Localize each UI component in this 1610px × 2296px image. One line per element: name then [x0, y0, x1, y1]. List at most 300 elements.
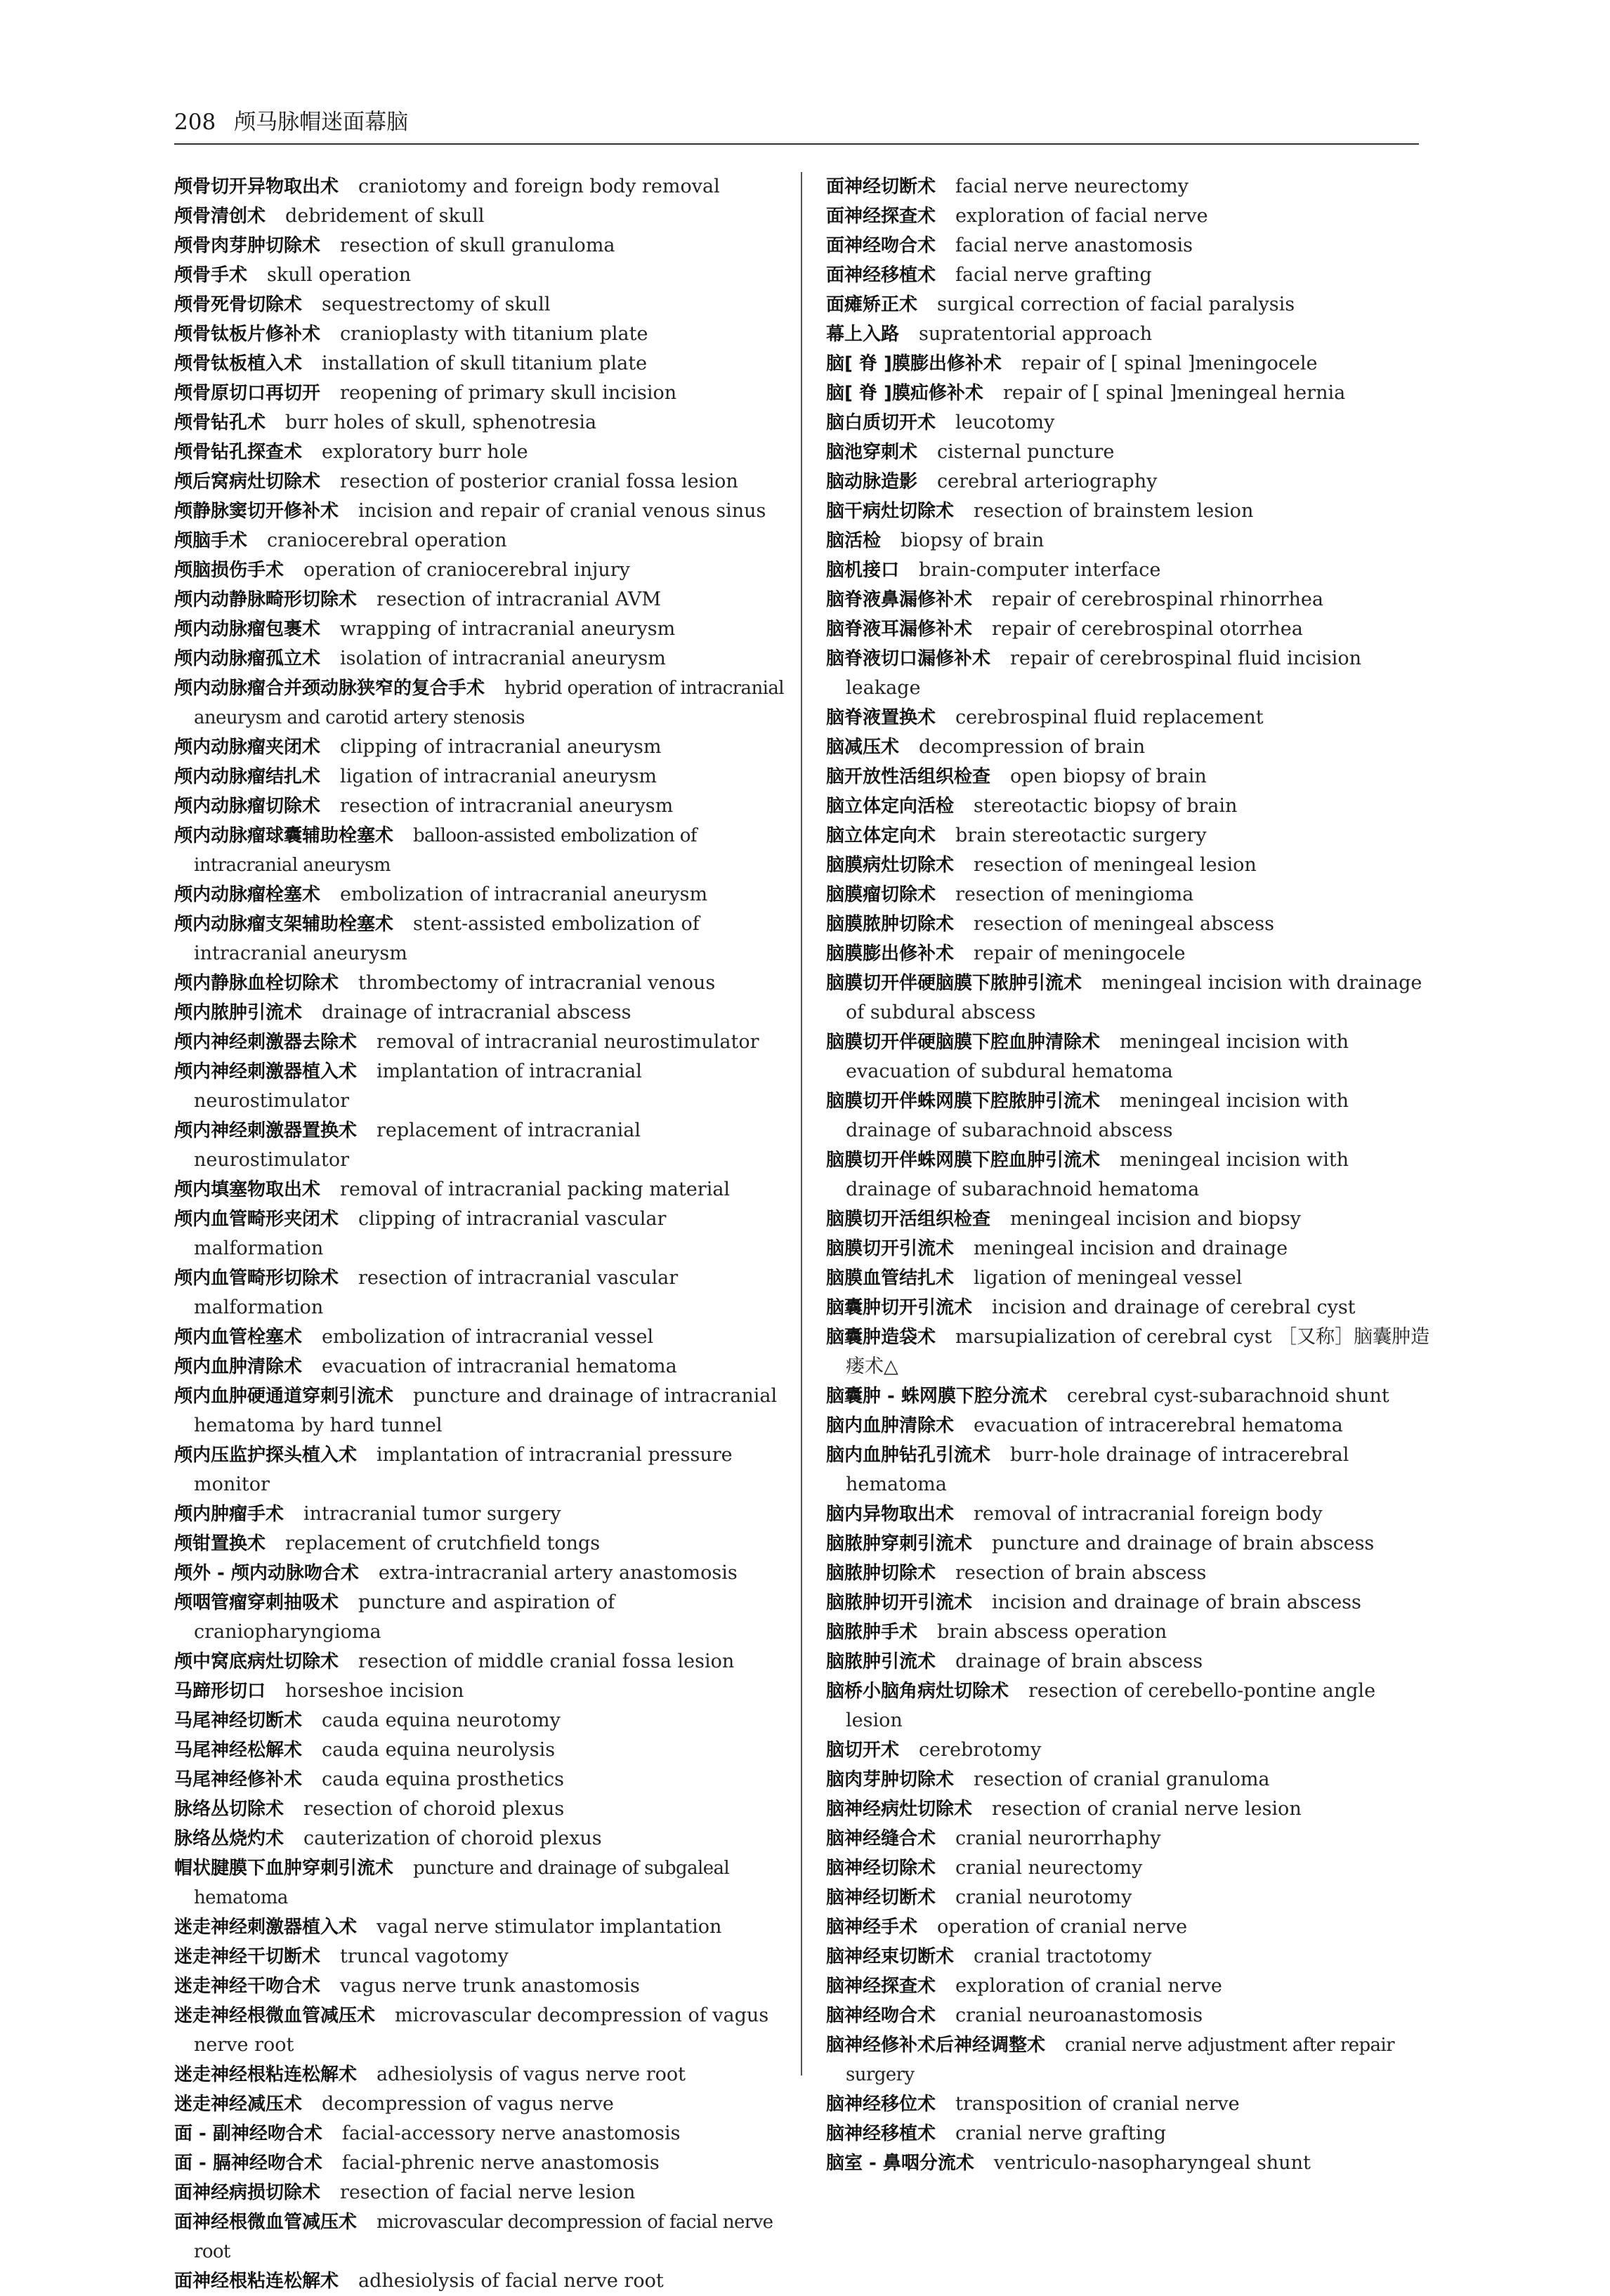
- term-english: repair of cerebrospinal rhinorrhea: [992, 589, 1324, 610]
- term-chinese: 脉络丛烧灼术: [174, 1828, 284, 1849]
- term-chinese: 脑神经探查术: [826, 1976, 936, 1997]
- glossary-entry: [174, 1854, 785, 1913]
- term-english: cauda equina prosthetics: [322, 1769, 564, 1790]
- term-english: cauterization of choroid plexus: [303, 1828, 602, 1849]
- glossary-entry: [826, 320, 1437, 349]
- term-chinese: 迷走神经根粘连松解术: [174, 2064, 358, 2085]
- glossary-entry: [174, 1500, 785, 1529]
- term-english: stereotactic biopsy of brain: [974, 795, 1238, 817]
- term-english: resection of intracranial aneurysm: [340, 795, 674, 817]
- term-english: sequestrectomy of skull: [322, 294, 551, 315]
- term-chinese: 颅内动脉瘤支架辅助栓塞术: [174, 914, 394, 935]
- term-english: extra-intracranial artery anastomosis: [378, 1562, 738, 1584]
- glossary-entry: [826, 231, 1437, 261]
- term-chinese: 颅后窝病灶切除术: [174, 471, 321, 492]
- term-chinese: 颅骨钛板片修补术: [174, 324, 321, 345]
- glossary-entry: [174, 2119, 785, 2149]
- glossary-entry: [174, 615, 785, 644]
- term-english: resection of skull granuloma: [340, 235, 615, 256]
- term-chinese: 马尾神经松解术: [174, 1740, 303, 1761]
- term-chinese: 颅骨手术: [174, 265, 248, 286]
- term-english: exploratory burr hole: [322, 441, 528, 463]
- term-english: resection of meningeal abscess: [974, 913, 1275, 935]
- term-chinese: 颅内血管畸形夹闭术: [174, 1209, 339, 1230]
- glossary-entry: [174, 585, 785, 615]
- term-english: resection of brainstem lesion: [974, 500, 1254, 522]
- term-chinese: 脑减压术: [826, 737, 900, 758]
- term-chinese: 马尾神经修补术: [174, 1769, 303, 1790]
- term-chinese: 颅骨钻孔术: [174, 412, 266, 433]
- glossary-entry: [826, 1205, 1437, 1234]
- term-chinese: 脑神经缝合术: [826, 1828, 936, 1849]
- term-english: cranial neurectomy: [955, 1857, 1143, 1879]
- glossary-entry: [826, 1323, 1437, 1382]
- glossary-entry: [174, 1382, 785, 1441]
- term-english: resection of choroid plexus: [303, 1798, 565, 1820]
- glossary-entry: [174, 1736, 785, 1765]
- term-chinese: 马尾神经切断术: [174, 1710, 303, 1731]
- term-chinese: 颅静脉窦切开修补术: [174, 501, 339, 522]
- term-chinese: 脑内血肿清除术: [826, 1415, 955, 1436]
- glossary-entry: [826, 379, 1437, 408]
- term-english: brain stereotactic surgery: [955, 825, 1207, 846]
- glossary-entry: [826, 1883, 1437, 1913]
- term-chinese: 脑活检: [826, 530, 882, 551]
- term-english: cauda equina neurotomy: [322, 1710, 561, 1731]
- glossary-entry: [826, 1972, 1437, 2001]
- term-english: cerebrotomy: [919, 1739, 1042, 1761]
- term-chinese: 面神经吻合术: [826, 235, 936, 256]
- term-english: removal of intracranial foreign body: [974, 1503, 1323, 1525]
- term-english: resection of cranial granuloma: [974, 1769, 1270, 1790]
- term-chinese: 脑膜病灶切除术: [826, 855, 955, 876]
- glossary-entry: [826, 467, 1437, 497]
- term-english: puncture and drainage of brain abscess: [992, 1533, 1375, 1554]
- glossary-entry: [826, 408, 1437, 438]
- glossary-entry: [826, 2031, 1437, 2090]
- glossary-entry: [174, 1706, 785, 1736]
- term-english: replacement of intracranial neurostimulator: [194, 1120, 641, 1171]
- term-english: repair of cerebrospinal fluid incision leakage: [846, 648, 1361, 699]
- glossary-entry: [174, 467, 785, 497]
- glossary-entry: [826, 497, 1437, 526]
- term-english: vagal nerve stimulator implantation: [377, 1916, 722, 1938]
- term-chinese: 脑干病灶切除术: [826, 501, 955, 522]
- term-chinese: 脑神经切除术: [826, 1858, 936, 1879]
- term-english: puncture and aspiration of craniopharyngioma: [194, 1592, 615, 1643]
- glossary-entry: [174, 821, 785, 880]
- glossary-entry: [174, 792, 785, 821]
- glossary-entry: [826, 939, 1437, 969]
- glossary-entry: [826, 1765, 1437, 1795]
- term-english: facial nerve anastomosis: [955, 235, 1193, 256]
- glossary-entry: [174, 408, 785, 438]
- term-chinese: 面神经移植术: [826, 265, 936, 286]
- glossary-entry: [826, 1234, 1437, 1264]
- glossary-entry: [826, 1854, 1437, 1883]
- term-chinese: 颅中窝底病灶切除术: [174, 1651, 339, 1672]
- term-chinese: 脑膜切开伴蛛网膜下腔脓肿引流术: [826, 1091, 1101, 1112]
- term-chinese: 脑肉芽肿切除术: [826, 1769, 955, 1790]
- term-english: burr holes of skull, sphenotresia: [285, 412, 597, 433]
- term-chinese: 颅内血管栓塞术: [174, 1327, 303, 1348]
- term-english: decompression of vagus nerve: [322, 2093, 614, 2115]
- glossary-entry: [174, 320, 785, 349]
- term-chinese: 脑神经切断术: [826, 1887, 936, 1908]
- term-chinese: 脑脊液鼻漏修补术: [826, 589, 973, 610]
- term-chinese: 脑室 - 鼻咽分流术: [826, 2153, 974, 2174]
- term-english: cranial neuroanastomosis: [955, 2005, 1203, 2026]
- term-english: ventriculo-nasopharyngeal shunt: [993, 2152, 1311, 2174]
- term-chinese: 颅内动静脉畸形切除术: [174, 589, 358, 610]
- term-english: meningeal incision with drainage of subarachnoid hematoma: [846, 1149, 1349, 1200]
- term-chinese: 面瘫矫正术: [826, 294, 918, 315]
- term-english: incision and drainage of cerebral cyst: [992, 1297, 1356, 1318]
- term-english: exploration of facial nerve: [955, 205, 1208, 227]
- term-chinese: 幕上入路: [826, 324, 900, 345]
- term-english: resection of brain abscess: [955, 1562, 1207, 1584]
- term-chinese: 脑膜切开伴硬脑膜下腔血肿清除术: [826, 1032, 1101, 1053]
- term-chinese: 脑切开术: [826, 1740, 900, 1761]
- glossary-entry: [174, 644, 785, 674]
- term-chinese: 面神经病损切除术: [174, 2182, 321, 2203]
- right-column: [826, 172, 1437, 2178]
- term-english: cranial neurorrhaphy: [955, 1828, 1161, 1849]
- term-english: truncal vagotomy: [340, 1946, 509, 1967]
- term-english: craniotomy and foreign body removal: [358, 176, 720, 197]
- term-english: microvascular decompression of facial nerve root: [194, 2212, 773, 2262]
- term-english: replacement of crutchfield tongs: [285, 1533, 601, 1554]
- term-chinese: 脑神经移位术: [826, 2094, 936, 2115]
- glossary-entry: [174, 1175, 785, 1205]
- term-chinese: 脑脓肿引流术: [826, 1651, 936, 1672]
- glossary-entry: [174, 202, 785, 231]
- term-chinese: 颅骨切开异物取出术: [174, 176, 339, 197]
- term-english: brain abscess operation: [937, 1621, 1167, 1643]
- glossary-entry: [826, 1411, 1437, 1441]
- column-divider: [801, 172, 802, 2075]
- glossary-entry: [826, 1529, 1437, 1559]
- term-english: cerebrospinal fluid replacement: [955, 707, 1264, 728]
- glossary-entry: [826, 1677, 1437, 1736]
- term-english: skull operation: [267, 264, 412, 286]
- term-english: burr-hole drainage of intracerebral hematoma: [846, 1444, 1349, 1495]
- term-english: resection of posterior cranial fossa lesion: [340, 471, 738, 492]
- term-english: hybrid operation of intracranial aneurysm and carotid artery stenosis: [194, 678, 784, 728]
- term-english: removal of intracranial neurostimulator: [377, 1031, 759, 1053]
- term-chinese: 颅咽管瘤穿刺抽吸术: [174, 1592, 339, 1613]
- glossary-entry: [826, 1264, 1437, 1293]
- glossary-entry: [174, 2149, 785, 2178]
- term-english: cerebral cyst-subarachnoid shunt: [1066, 1385, 1389, 1407]
- glossary-entry: [826, 880, 1437, 910]
- term-english: repair of [ spinal ]meningocele: [1021, 353, 1318, 374]
- term-english: cauda equina neurolysis: [322, 1739, 556, 1761]
- term-english: facial-accessory nerve anastomosis: [341, 2123, 681, 2144]
- term-english: meningeal incision with evacuation of subdural hematoma: [846, 1031, 1349, 1082]
- term-english: cranial tractotomy: [974, 1946, 1152, 1967]
- term-chinese: 颅内动脉瘤孤立术: [174, 648, 321, 669]
- glossary-entry: [826, 615, 1437, 644]
- term-chinese: 脑神经病灶切除术: [826, 1799, 973, 1820]
- term-chinese: 迷走神经干切断术: [174, 1946, 321, 1967]
- glossary-entry: [174, 1647, 785, 1677]
- term-chinese: 脑脓肿穿刺引流术: [826, 1533, 973, 1554]
- glossary-entry: [174, 2060, 785, 2090]
- glossary-entry: [174, 290, 785, 320]
- term-chinese: 颅内脓肿引流术: [174, 1002, 303, 1023]
- term-chinese: 面神经切断术: [826, 176, 936, 197]
- term-chinese: 颅内压监护探头植入术: [174, 1445, 358, 1466]
- term-chinese: 脑神经吻合术: [826, 2005, 936, 2026]
- term-chinese: 迷走神经刺激器植入术: [174, 1917, 358, 1938]
- term-english: drainage of brain abscess: [955, 1651, 1203, 1672]
- term-english: craniocerebral operation: [267, 530, 507, 551]
- glossary-entry: [826, 821, 1437, 851]
- term-english: meningeal incision with drainage of subdural abscess: [846, 972, 1422, 1023]
- glossary-entry: [174, 1972, 785, 2001]
- glossary-entry: [826, 1588, 1437, 1618]
- term-english: cerebral arteriography: [937, 471, 1158, 492]
- glossary-entry: [174, 261, 785, 290]
- term-chinese: 颅内静脉血栓切除术: [174, 973, 339, 994]
- term-english: exploration of cranial nerve: [955, 1975, 1222, 1997]
- glossary-entry: [174, 1529, 785, 1559]
- term-chinese: 脑膜血管结扎术: [826, 1268, 955, 1289]
- term-english: resection of cranial nerve lesion: [992, 1798, 1302, 1820]
- glossary-entry: [174, 497, 785, 526]
- term-english: resection of intracranial AVM: [377, 589, 662, 610]
- term-chinese: 颅钳置换术: [174, 1533, 266, 1554]
- glossary-entry: [174, 1352, 785, 1382]
- glossary-entry: [826, 1942, 1437, 1972]
- term-chinese: 颅骨钛板植入术: [174, 353, 303, 374]
- term-chinese: 脑开放性活组织检查: [826, 766, 991, 787]
- term-english: biopsy of brain: [901, 530, 1045, 551]
- term-english: cranial nerve adjustment after repair surgery: [846, 2035, 1394, 2085]
- glossary-entry: [174, 910, 785, 969]
- glossary-entry: [826, 290, 1437, 320]
- glossary-entry: [174, 1028, 785, 1057]
- term-chinese: 颅内神经刺激器去除术: [174, 1032, 358, 1053]
- term-english: evacuation of intracranial hematoma: [322, 1356, 677, 1377]
- term-english: debridement of skull: [285, 205, 485, 227]
- term-chinese: 脑内血肿钻孔引流术: [826, 1445, 991, 1466]
- term-english: adhesiolysis of vagus nerve root: [377, 2064, 686, 2085]
- term-english: repair of [ spinal ]meningeal hernia: [1002, 382, 1346, 404]
- term-chinese: 颅内动脉瘤合并颈动脉狭窄的复合手术: [174, 678, 485, 699]
- term-english: ligation of intracranial aneurysm: [340, 766, 657, 787]
- glossary-entry: [174, 556, 785, 585]
- glossary-entry: [826, 1824, 1437, 1854]
- glossary-entry: [826, 172, 1437, 202]
- term-chinese: 脑囊肿 - 蛛网膜下腔分流术: [826, 1386, 1047, 1407]
- term-english: cranial neurotomy: [955, 1887, 1132, 1908]
- term-chinese: 面神经根粘连松解术: [174, 2271, 339, 2292]
- term-english: installation of skull titanium plate: [322, 353, 648, 374]
- term-english: clipping of intracranial vascular malformation: [194, 1208, 667, 1259]
- term-chinese: 脑神经移植术: [826, 2123, 936, 2144]
- term-chinese: 颅骨死骨切除术: [174, 294, 303, 315]
- term-chinese: 脑囊肿切开引流术: [826, 1297, 973, 1318]
- glossary-entry: [174, 2267, 785, 2296]
- page-number: 208: [174, 110, 216, 135]
- term-chinese: 迷走神经根微血管减压术: [174, 2005, 376, 2026]
- term-chinese: 颅内填塞物取出术: [174, 1179, 321, 1200]
- glossary-entry: [174, 2208, 785, 2267]
- term-english: supratentorial approach: [919, 323, 1153, 345]
- glossary-entry: [174, 2001, 785, 2060]
- term-chinese: 颅骨清创术: [174, 206, 266, 227]
- glossary-entry: [826, 1293, 1437, 1323]
- term-chinese: 脑膜膨出修补术: [826, 943, 955, 964]
- term-english: adhesiolysis of facial nerve root: [358, 2270, 664, 2292]
- term-chinese: 脑脊液耳漏修补术: [826, 619, 973, 640]
- term-chinese: 颅内肿瘤手术: [174, 1504, 284, 1525]
- term-chinese: 脑膜瘤切除术: [826, 884, 936, 905]
- term-chinese: 脑动脉造影: [826, 471, 918, 492]
- page-header: [174, 105, 1419, 145]
- term-chinese: 脑神经手术: [826, 1917, 918, 1938]
- term-english: resection of meningioma: [955, 884, 1194, 905]
- term-chinese: 颅内动脉瘤栓塞术: [174, 884, 321, 905]
- term-english: operation of craniocerebral injury: [303, 559, 630, 581]
- term-chinese: 迷走神经减压术: [174, 2094, 303, 2115]
- term-chinese: 脑膜切开引流术: [826, 1238, 955, 1259]
- term-english: evacuation of intracerebral hematoma: [974, 1415, 1343, 1436]
- term-chinese: 脑立体定向活检: [826, 796, 955, 817]
- glossary-entry: [826, 1382, 1437, 1411]
- term-chinese: 脑膜切开活组织检查: [826, 1209, 991, 1230]
- term-chinese: 颅外 - 颅内动脉吻合术: [174, 1563, 359, 1584]
- term-chinese: 颅骨原切口再切开: [174, 383, 321, 404]
- term-chinese: 颅内神经刺激器置换术: [174, 1120, 358, 1141]
- glossary-entry: [174, 2090, 785, 2119]
- term-chinese: 颅骨肉芽肿切除术: [174, 235, 321, 256]
- glossary-entry: [174, 1323, 785, 1352]
- glossary-entry: [826, 1736, 1437, 1765]
- glossary-entry: [826, 526, 1437, 556]
- term-chinese: 颅脑手术: [174, 530, 248, 551]
- term-chinese: 颅内动脉瘤夹闭术: [174, 737, 321, 758]
- term-chinese: 脑池穿刺术: [826, 442, 918, 463]
- term-chinese: 颅骨钻孔探查术: [174, 442, 303, 463]
- glossary-entry: [826, 1500, 1437, 1529]
- glossary-entry: [826, 1559, 1437, 1588]
- glossary-entry: [826, 2090, 1437, 2119]
- term-chinese: 颅内神经刺激器植入术: [174, 1061, 358, 1082]
- glossary-entry: [826, 1087, 1437, 1146]
- term-english: wrapping of intracranial aneurysm: [340, 618, 676, 640]
- glossary-entry: [826, 556, 1437, 585]
- term-chinese: 脑囊肿造袋术: [826, 1327, 936, 1348]
- term-english: meningeal incision and drainage: [974, 1238, 1288, 1259]
- glossary-entry: [826, 1441, 1437, 1500]
- term-english: resection of facial nerve lesion: [340, 2182, 636, 2203]
- glossary-entry: [826, 202, 1437, 231]
- term-english: puncture and drainage of subgaleal hematoma: [194, 1858, 730, 1908]
- glossary-entry: [174, 2178, 785, 2208]
- term-chinese: 脑脊液切口漏修补术: [826, 648, 991, 669]
- term-english: isolation of intracranial aneurysm: [340, 648, 666, 669]
- glossary-entry: [174, 1795, 785, 1824]
- term-english: stent-assisted embolization of intracranial aneurysm: [194, 913, 700, 964]
- term-english: surgical correction of facial paralysis: [937, 294, 1295, 315]
- glossary-entry: [174, 349, 785, 379]
- term-chinese: 脑[ 脊 ]膜膨出修补术: [826, 353, 1002, 374]
- glossary-entry: [826, 2149, 1437, 2178]
- glossary-entry: [174, 1677, 785, 1706]
- term-english: horseshoe incision: [285, 1680, 464, 1702]
- glossary-entry: [826, 2119, 1437, 2149]
- glossary-entry: [826, 644, 1437, 703]
- glossary-entry: [174, 1057, 785, 1116]
- term-chinese: 脑膜切开伴蛛网膜下腔血肿引流术: [826, 1150, 1101, 1171]
- glossary-entry: [174, 172, 785, 202]
- term-english: decompression of brain: [919, 736, 1146, 758]
- glossary-entry: [826, 969, 1437, 1028]
- term-chinese: 面神经探查术: [826, 206, 936, 227]
- term-english: incision and drainage of brain abscess: [992, 1592, 1361, 1613]
- term-english: marsupialization of cerebral cyst ［又称］脑囊肿造瘘术△: [846, 1326, 1430, 1377]
- glossary-entry: [174, 1441, 785, 1500]
- term-english: embolization of intracranial aneurysm: [340, 884, 708, 905]
- term-chinese: 面 - 副神经吻合术: [174, 2123, 322, 2144]
- term-chinese: 颅内动脉瘤球囊辅助栓塞术: [174, 825, 394, 846]
- term-chinese: 脑内异物取出术: [826, 1504, 955, 1525]
- term-english: drainage of intracranial abscess: [322, 1002, 631, 1023]
- term-english: microvascular decompression of vagus nerve root: [194, 2005, 769, 2056]
- term-chinese: 脑膜脓肿切除术: [826, 914, 955, 935]
- glossary-entry: [826, 1618, 1437, 1647]
- term-chinese: 脑立体定向术: [826, 825, 936, 846]
- term-chinese: 颅脑损伤手术: [174, 560, 284, 581]
- term-english: meningeal incision and biopsy: [1010, 1208, 1302, 1230]
- term-chinese: 脑[ 脊 ]膜疝修补术: [826, 383, 983, 404]
- glossary-entry: [826, 585, 1437, 615]
- term-chinese: 脑脊液置换术: [826, 707, 936, 728]
- glossary-entry: [174, 379, 785, 408]
- term-english: resection of cerebello-pontine angle lesion: [846, 1680, 1376, 1731]
- glossary-entry: [174, 1588, 785, 1647]
- term-english: thrombectomy of intracranial venous: [358, 972, 716, 994]
- term-english: repair of meningocele: [974, 943, 1186, 964]
- term-english: removal of intracranial packing material: [340, 1179, 731, 1200]
- term-chinese: 颅内动脉瘤包裹术: [174, 619, 321, 640]
- term-chinese: 脑膜切开伴硬脑膜下脓肿引流术: [826, 973, 1082, 994]
- glossary-entry: [174, 969, 785, 998]
- term-chinese: 颅内动脉瘤结扎术: [174, 766, 321, 787]
- term-english: cranial nerve grafting: [955, 2123, 1167, 2144]
- glossary-entry: [826, 1647, 1437, 1677]
- glossary-entry: [174, 526, 785, 556]
- term-chinese: 颅内血管畸形切除术: [174, 1268, 339, 1289]
- left-column: [174, 172, 785, 2296]
- term-english: vagus nerve trunk anastomosis: [340, 1975, 640, 1997]
- glossary-entry: [826, 792, 1437, 821]
- term-chinese: 颅内血肿清除术: [174, 1356, 303, 1377]
- glossary-entry: [826, 349, 1437, 379]
- glossary-entry: [174, 880, 785, 910]
- term-chinese: 迷走神经干吻合术: [174, 1976, 321, 1997]
- term-english: incision and repair of cranial venous sinus: [358, 500, 766, 522]
- term-english: transposition of cranial nerve: [955, 2093, 1240, 2115]
- term-chinese: 脑桥小脑角病灶切除术: [826, 1681, 1009, 1702]
- glossary-entry: [826, 703, 1437, 733]
- term-english: intracranial tumor surgery: [303, 1503, 561, 1525]
- glossary-entry: [826, 1028, 1437, 1087]
- glossary-entry: [174, 762, 785, 792]
